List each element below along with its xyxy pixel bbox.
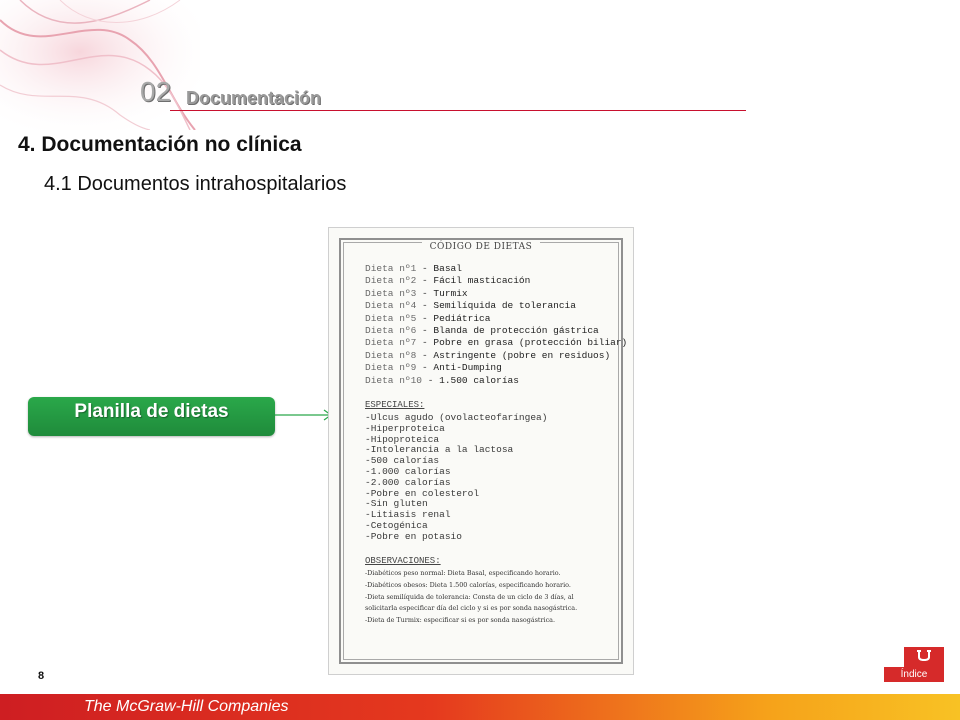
- special-item: -Pobre en potasio: [365, 530, 462, 542]
- diet-code: Dieta nº9: [365, 362, 417, 374]
- arrow-right-icon: [275, 408, 335, 422]
- diet-item: Dieta nº9 - Anti-Dumping: [365, 362, 502, 374]
- subsection-title: 4.1 Documentos intrahospitalarios: [44, 173, 347, 195]
- diet-name: Anti-Dumping: [433, 362, 502, 374]
- special-item: -Intolerancia a la lactosa: [365, 444, 514, 456]
- diet-code: Dieta nº3: [365, 287, 417, 299]
- diet-code: Dieta nº2: [365, 275, 417, 287]
- diet-name: Fácil masticación: [433, 275, 531, 287]
- planilla-dietas-button[interactable]: [28, 397, 275, 436]
- page-number: 8: [38, 670, 45, 682]
- diet-item: Dieta nº5 - Pediátrica: [365, 312, 491, 324]
- section-title: 4. Documentación no clínica: [18, 133, 302, 156]
- diet-name: Turmix: [433, 287, 468, 299]
- special-item: -Litiasis renal: [365, 509, 451, 521]
- special-item: -Hiperproteica: [365, 422, 445, 434]
- diet-code: Dieta nº8: [365, 349, 417, 361]
- document-heading-wrap: [329, 236, 633, 254]
- special-item: -Sin gluten: [365, 498, 428, 510]
- special-item: -2.000 calorías: [365, 476, 451, 488]
- observations-title: OBSERVACIONES:: [365, 556, 441, 566]
- diet-item: Dieta nº7 - Pobre en grasa (protección biliar): [365, 337, 628, 349]
- special-item: -Pobre en colesterol: [365, 487, 480, 499]
- observation-item: -Diabéticos peso normal: Dieta Basal, especificando horario.: [365, 569, 561, 577]
- diet-item: Dieta nº6 - Blanda de protección gástrica: [365, 325, 599, 337]
- diet-name: 1.500 calorías: [439, 374, 519, 386]
- observations-list: [365, 568, 577, 627]
- header-divider: [170, 110, 746, 111]
- diet-item: Dieta nº8 - Astringente (pobre en residuos): [365, 349, 611, 361]
- index-button[interactable]: Índice: [884, 667, 944, 682]
- diet-code: Dieta nº6: [365, 325, 417, 337]
- chapter-title: Documentación: [186, 88, 322, 108]
- chapter-number: 02: [140, 76, 172, 107]
- document-heading: CÓDIGO DE DIETAS: [422, 242, 541, 252]
- diet-name: Blanda de protección gástrica: [433, 325, 599, 337]
- special-list: [365, 413, 547, 543]
- diet-name: Semilíquida de tolerancia: [433, 300, 576, 312]
- diet-code: Dieta nº5: [365, 312, 417, 324]
- special-item: -500 calorías: [365, 455, 440, 467]
- special-title: ESPECIALES:: [365, 400, 425, 410]
- u-turn-icon[interactable]: [914, 648, 934, 662]
- diet-code: Dieta nº4: [365, 300, 417, 312]
- diet-item: Dieta nº1 - Basal: [365, 263, 462, 274]
- diet-code-document: [328, 227, 634, 675]
- special-item: -1.000 calorías: [365, 465, 451, 477]
- diet-name: Basal: [433, 263, 462, 274]
- diet-item: Dieta nº3 - Turmix: [365, 287, 468, 299]
- observation-item: -Dieta semilíquida de tolerancia: Consta de un ciclo de 3 días, al: [365, 592, 574, 601]
- diet-name: Pobre en grasa (protección biliar): [433, 337, 628, 349]
- diet-item: Dieta nº2 - Fácil masticación: [365, 275, 531, 287]
- diet-code: Dieta nº1: [365, 263, 417, 274]
- planilla-dietas-label: Planilla de dietas: [74, 401, 229, 422]
- special-item: -Hipoproteica: [365, 433, 440, 445]
- diet-list: [365, 263, 627, 387]
- diet-name: Astringente (pobre en residuos): [433, 349, 611, 361]
- observation-item: -Diabéticos obesos: Dieta 1.500 calorías, especificando horario.: [365, 580, 571, 589]
- diet-code: Dieta nº7: [365, 337, 417, 349]
- special-item: -Ulcus agudo (ovolacteofaríngea): [365, 412, 548, 423]
- observation-item: solicitarla especificar día del ciclo y si es por sonda nasogástrica.: [365, 604, 578, 613]
- observation-item: -Dieta de Turmix: especificar si es por sonda nasogástrica.: [365, 616, 556, 625]
- diet-code: Dieta nº10: [365, 374, 423, 386]
- diet-item: Dieta nº10 - 1.500 calorías: [365, 374, 519, 386]
- diet-item: Dieta nº4 - Semilíquida de tolerancia: [365, 300, 576, 312]
- publisher-logo: The McGraw-Hill Companies: [84, 698, 289, 715]
- special-item: -Cetogénica: [365, 519, 428, 531]
- diet-name: Pediátrica: [433, 312, 491, 324]
